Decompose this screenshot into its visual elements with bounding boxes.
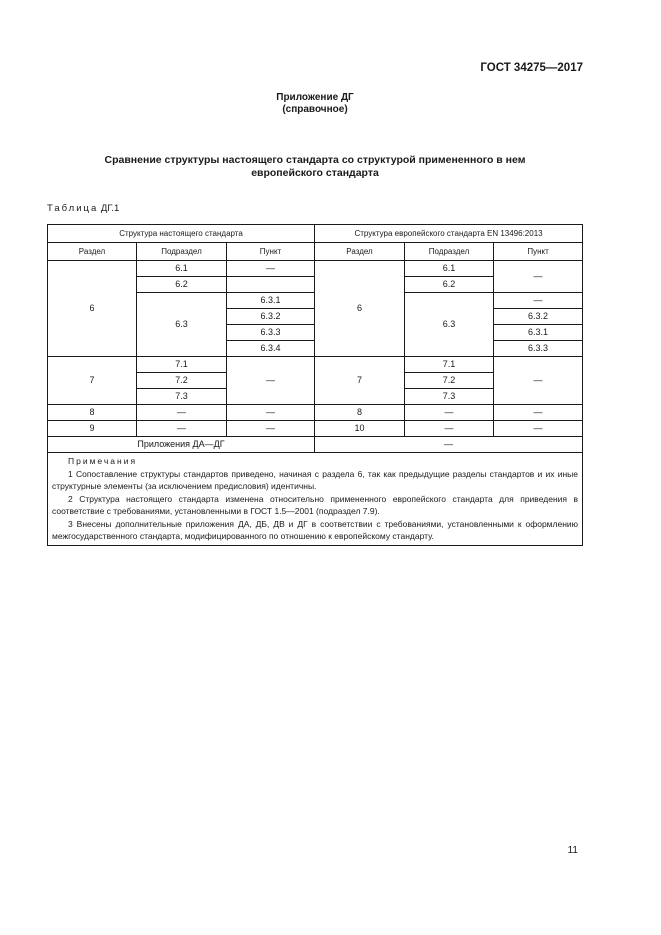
header-right-structure: Структура европейского стандарта EN 13496:2013 — [315, 225, 583, 243]
note-2: 2 Структура настоящего стандарта изменена относительно примененного европейского стандарта для приведения в соответствие с требованиями, установленными в ГОСТ 1.5—2001 (подраздел 7.9). — [52, 493, 579, 516]
note-3: 3 Внесены дополнительные приложения ДА, ДБ, ДВ и ДГ в соответствии с требованиями, установленными к оформлению межгосударственного стандарта, модифицированного по отношению к европейскому стандарту. — [52, 518, 579, 541]
col-header-item-left: Пункт — [227, 243, 315, 261]
cell-left-sub-dash: — — [137, 405, 227, 421]
note-1: 1 Сопоставление структуры стандартов приведено, начиная с раздела 6, так как предыдущие разделы стандартов и их иные структурные элементы (за исключением предисловия) идентичны. — [52, 468, 579, 491]
cell-left-item-6-3-4: 6.3.4 — [227, 341, 315, 357]
cell-left-item-dash: — — [227, 405, 315, 421]
notes-title: Примечания — [68, 456, 138, 466]
cell-left-section-7: 7 — [48, 357, 137, 405]
table-row — [48, 405, 583, 421]
cell-right-item-6-3-1: 6.3.1 — [494, 325, 583, 341]
cell-left-item-empty — [227, 277, 315, 293]
document-code: ГОСТ 34275—2017 — [480, 62, 583, 74]
cell-left-section-9: 9 — [48, 421, 137, 437]
table-row — [48, 437, 583, 453]
cell-right-item-dash: — — [494, 261, 583, 293]
cell-right-sub-6-1: 6.1 — [405, 261, 494, 277]
table-caption — [47, 203, 119, 214]
comparison-table — [47, 224, 583, 546]
cell-left-item-dash: — — [227, 357, 315, 405]
col-header-section-right: Раздел — [315, 243, 405, 261]
cell-right-sub-7-2: 7.2 — [405, 373, 494, 389]
cell-right-item-6-3-3: 6.3.3 — [494, 341, 583, 357]
cell-left-item-6-3-3: 6.3.3 — [227, 325, 315, 341]
table-row — [48, 261, 583, 277]
cell-right-section-6: 6 — [315, 261, 405, 357]
cell-right-item-dash: — — [494, 293, 583, 309]
col-header-section-left: Раздел — [48, 243, 137, 261]
cell-right-section-8: 8 — [315, 405, 405, 421]
cell-right-item-dash: — — [494, 405, 583, 421]
cell-right-sub-6-3: 6.3 — [405, 293, 494, 357]
header-left-structure: Структура настоящего стандарта — [48, 225, 315, 243]
annex-title-block — [0, 92, 630, 116]
col-header-subsection-left: Подраздел — [137, 243, 227, 261]
notes-row — [48, 453, 583, 546]
table-header-row — [48, 225, 583, 243]
col-header-item-right: Пункт — [494, 243, 583, 261]
cell-left-section-6: 6 — [48, 261, 137, 357]
cell-right-section-7: 7 — [315, 357, 405, 405]
cell-right-item-dash: — — [494, 357, 583, 405]
table-row — [48, 357, 583, 373]
col-header-subsection-right: Подраздел — [405, 243, 494, 261]
notes-cell — [48, 453, 583, 546]
cell-left-section-8: 8 — [48, 405, 137, 421]
table-caption-id: ДГ.1 — [100, 203, 120, 214]
annex-title: Приложение ДГ — [276, 92, 354, 103]
cell-left-sub-7-1: 7.1 — [137, 357, 227, 373]
cell-left-sub-6-1: 6.1 — [137, 261, 227, 277]
comparison-table-wrap — [47, 224, 582, 546]
cell-left-sub-6-2: 6.2 — [137, 277, 227, 293]
cell-right-sub-dash: — — [405, 405, 494, 421]
cell-right-section-10: 10 — [315, 421, 405, 437]
cell-left-sub-7-3: 7.3 — [137, 389, 227, 405]
cell-right-sub-6-2: 6.2 — [405, 277, 494, 293]
heading-line-2: европейского стандарта — [251, 167, 379, 179]
cell-left-sub-6-3: 6.3 — [137, 293, 227, 357]
cell-right-sub-7-3: 7.3 — [405, 389, 494, 405]
table-caption-prefix: Таблица — [47, 203, 99, 214]
cell-left-item-6-3-2: 6.3.2 — [227, 309, 315, 325]
heading-line-1: Сравнение структуры настоящего стандарта со структурой примененного в нем — [104, 154, 526, 166]
cell-right-sub-dash: — — [405, 421, 494, 437]
cell-right-annexes-dash: — — [315, 437, 583, 453]
table-row — [48, 421, 583, 437]
cell-right-item-6-3-2: 6.3.2 — [494, 309, 583, 325]
cell-left-sub-dash: — — [137, 421, 227, 437]
cell-left-item-6-3-1: 6.3.1 — [227, 293, 315, 309]
table-subheader-row — [48, 243, 583, 261]
cell-left-item-dash: — — [227, 261, 315, 277]
cell-right-sub-7-1: 7.1 — [405, 357, 494, 373]
page-number: 11 — [567, 845, 578, 856]
annex-subtitle: (справочное) — [282, 104, 348, 115]
cell-right-item-dash: — — [494, 421, 583, 437]
cell-left-sub-7-2: 7.2 — [137, 373, 227, 389]
cell-left-annexes: Приложения ДА—ДГ — [48, 437, 315, 453]
section-heading — [60, 154, 570, 180]
cell-left-item-dash: — — [227, 421, 315, 437]
